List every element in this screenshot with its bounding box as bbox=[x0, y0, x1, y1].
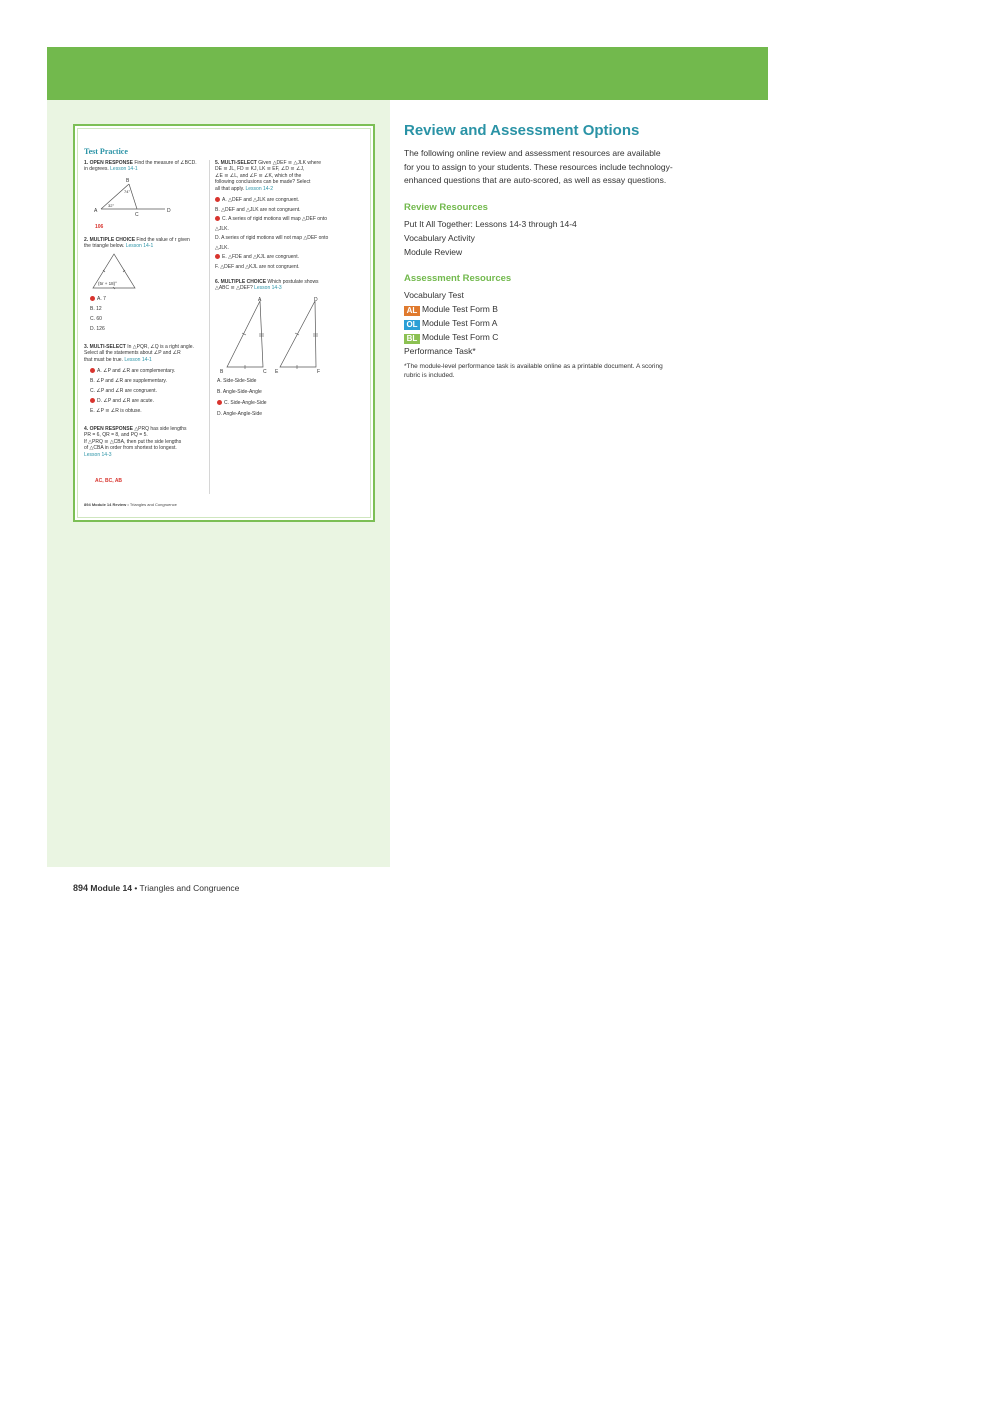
panel-title: Review and Assessment Options bbox=[404, 122, 640, 139]
q6-number: 6. bbox=[215, 279, 220, 285]
q3-text2: Select all the statements about ∠P and ∠R bbox=[84, 350, 181, 357]
question-4 bbox=[84, 426, 208, 458]
q5-text2: DE ≅ JL, FD ≅ KJ, LK ≅ EF, ∠D ≅ ∠J, bbox=[215, 166, 305, 173]
q5-options bbox=[215, 196, 333, 272]
correct-mark bbox=[217, 400, 222, 405]
correct-mark bbox=[90, 296, 95, 301]
q1-figure bbox=[93, 176, 173, 216]
q6-option-a: A. Side-Side-Side bbox=[217, 378, 257, 384]
q3-option-d: D. ∠P and ∠R are acute. bbox=[90, 396, 208, 406]
q3-option-b: B. ∠P and ∠R are supplementary. bbox=[90, 378, 167, 384]
q6-figure bbox=[215, 296, 325, 376]
badge-ol: OL bbox=[404, 320, 420, 330]
question-5 bbox=[215, 160, 333, 192]
q3-text3: that must be true. bbox=[84, 356, 123, 363]
q6-label-f: F bbox=[317, 369, 321, 375]
q2-option-a: A. 7 bbox=[90, 294, 200, 304]
q6-text: Which postulate shows bbox=[267, 279, 319, 285]
q1-answer: 106 bbox=[95, 224, 104, 230]
note-line: rubric is included. bbox=[404, 371, 455, 379]
intro-line: The following online review and assessment resources are available bbox=[404, 148, 661, 158]
note-line: *The module-level performance task is available online as a printable document. A scoring bbox=[404, 362, 663, 370]
q6-option-c: C. Side-Angle-Side bbox=[217, 398, 333, 409]
q1-label-a: A bbox=[94, 208, 98, 214]
q2-text: Find the value of r given bbox=[136, 237, 190, 243]
assessment-item-label: Module Test Form A bbox=[422, 317, 498, 328]
q6-options bbox=[217, 376, 333, 420]
q6-lesson: Lesson 14-3 bbox=[254, 285, 282, 292]
review-item-put-it-all-together[interactable]: Put It All Together: Lessons 14-3 through 14-4 bbox=[404, 218, 577, 229]
student-page-module: Module 14 Review bbox=[91, 502, 127, 507]
performance-task-note bbox=[404, 362, 714, 380]
q4-text3: If △PRQ ≅ △CBA, then put the side lengths bbox=[84, 438, 182, 445]
correct-mark bbox=[215, 254, 220, 259]
q1-number: 1. bbox=[84, 160, 89, 166]
q5-option-d: D. A series of rigid motions will not map △DEF onto △JLK. bbox=[215, 235, 329, 251]
student-page-number: 894 bbox=[84, 502, 91, 507]
badge-al: AL bbox=[404, 306, 420, 316]
q6-type: MULTIPLE CHOICE bbox=[220, 279, 267, 285]
review-resources-heading: Review Resources bbox=[404, 201, 488, 213]
q4-answer: AC, BC, AB bbox=[95, 478, 123, 484]
q5-option-b: B. △DEF and △JLK are not congruent. bbox=[215, 206, 301, 213]
column-divider bbox=[209, 160, 210, 494]
q5-option-e: E. △FDE and △KJL are congruent. bbox=[215, 253, 333, 263]
q6-triangle-abc bbox=[227, 301, 263, 367]
review-resources bbox=[404, 202, 714, 259]
correct-mark bbox=[215, 197, 220, 202]
q5-text: Given △DEF ≅ △JLK where bbox=[258, 160, 321, 166]
question-2 bbox=[84, 237, 206, 250]
page-number: 894 bbox=[73, 883, 89, 893]
q1-lesson: Lesson 14-1 bbox=[110, 166, 138, 173]
assessment-resources-heading: Assessment Resources bbox=[404, 272, 512, 284]
q1-label-c: C bbox=[135, 212, 139, 216]
q2-options bbox=[90, 294, 200, 334]
panel-intro bbox=[404, 147, 714, 188]
header-band bbox=[47, 47, 768, 100]
q5-option-a: A. △DEF and △JLK are congruent. bbox=[215, 196, 333, 206]
assessment-resources bbox=[404, 273, 714, 380]
q5-lesson: Lesson 14-2 bbox=[245, 185, 274, 192]
q4-lesson: Lesson 14-3 bbox=[84, 451, 112, 458]
footer-module: Module 14 bbox=[90, 883, 132, 893]
intro-line: enhanced questions that are auto-scored, as well as essay questions. bbox=[404, 175, 667, 185]
q5-number: 5. bbox=[215, 160, 220, 166]
q3-lesson: Lesson 14-1 bbox=[124, 356, 152, 363]
q6-triangle-def bbox=[280, 301, 316, 367]
q2-angle-expression: (5r + 18)° bbox=[98, 281, 117, 286]
assessment-item-label: Vocabulary Test bbox=[404, 289, 464, 300]
q5-option-f: F. △DEF and △KJL are not congruent. bbox=[215, 263, 300, 270]
correct-mark bbox=[215, 216, 220, 221]
badge-bl: BL bbox=[404, 334, 420, 344]
q1-text2: in degrees. bbox=[84, 166, 109, 173]
correct-mark bbox=[90, 398, 95, 403]
q2-text2: the triangle below. bbox=[84, 243, 125, 250]
assessment-item-label: Module Test Form B bbox=[422, 303, 498, 314]
q2-number: 2. bbox=[84, 237, 89, 243]
test-practice-title: Test Practice bbox=[84, 147, 128, 156]
q2-type: MULTIPLE CHOICE bbox=[89, 237, 136, 243]
assessment-item-module-test-form-a[interactable] bbox=[404, 316, 714, 330]
footer-separator: • bbox=[134, 883, 138, 893]
question-1 bbox=[84, 160, 206, 173]
student-page-footer: 894 Module 14 Review • Triangles and Congruence bbox=[84, 502, 177, 507]
q5-text3: ∠E ≅ ∠L, and ∠F ≅ ∠K, which of the bbox=[215, 172, 302, 179]
q6-label-c: C bbox=[263, 369, 267, 375]
q5-option-c: C. A series of rigid motions will map △DEF onto △JLK. bbox=[215, 216, 327, 232]
q2-option-c: C. 60 bbox=[90, 316, 102, 322]
q1-label-b: B bbox=[126, 178, 130, 184]
q4-text2: PR = 6, QR = 8, and PQ = 5. bbox=[84, 432, 148, 439]
q1-type: OPEN RESPONSE bbox=[89, 160, 133, 166]
assessment-item-module-test-form-b[interactable] bbox=[404, 302, 714, 316]
q6-label-e: E bbox=[275, 369, 279, 375]
q5-text4: following conclusions can be made? Select bbox=[215, 179, 311, 186]
q1-angle-b: 74° bbox=[124, 189, 131, 194]
student-page-footer-title: Triangles and Congruence bbox=[129, 502, 177, 507]
q4-number: 4. bbox=[84, 426, 89, 432]
q3-option-e: E. ∠P ≅ ∠R is obtuse. bbox=[90, 408, 142, 414]
q6-label-d: D bbox=[314, 297, 318, 303]
q1-angle-a: 32° bbox=[108, 203, 115, 208]
assessment-item-label: Performance Task* bbox=[404, 345, 476, 356]
q1-line-bc bbox=[129, 184, 137, 209]
q3-options bbox=[90, 366, 208, 416]
correct-mark bbox=[90, 368, 95, 373]
review-item-module-review[interactable]: Module Review bbox=[404, 246, 463, 257]
assessment-item-vocabulary-test[interactable] bbox=[404, 288, 714, 302]
review-assessment-panel bbox=[404, 122, 714, 380]
intro-line: for you to assign to your students. These resources include technology- bbox=[404, 161, 673, 172]
q4-text: △PRQ has side lengths bbox=[134, 426, 187, 432]
q2-option-d: D. 126 bbox=[90, 326, 105, 332]
page-footer bbox=[73, 883, 239, 893]
q5-text5: all that apply. bbox=[215, 185, 245, 192]
student-page-thumbnail bbox=[73, 124, 375, 522]
q3-number: 3. bbox=[84, 344, 89, 350]
q3-option-a: A. ∠P and ∠R are complementary. bbox=[90, 366, 208, 376]
q4-type: OPEN RESPONSE bbox=[89, 426, 133, 432]
footer-title: Triangles and Congruence bbox=[139, 883, 240, 893]
q6-text2: △ABC ≅ △DEF? bbox=[215, 285, 253, 292]
q1-text: Find the measure of ∠BCD. bbox=[134, 160, 197, 166]
q3-text: In △PQR, ∠Q is a right angle. bbox=[127, 344, 194, 350]
q2-option-b: B. 12 bbox=[90, 306, 102, 312]
q2-figure bbox=[89, 251, 139, 291]
q6-option-b: B. Angle-Side-Angle bbox=[217, 389, 262, 395]
q3-type: MULTI-SELECT bbox=[89, 344, 126, 350]
q5-type: MULTI-SELECT bbox=[220, 160, 257, 166]
q4-text4: of △CBA in order from shortest to longest. bbox=[84, 445, 177, 452]
q3-option-c: C. ∠P and ∠R are congruent. bbox=[90, 388, 157, 394]
q6-label-a: A bbox=[258, 297, 262, 303]
q1-label-d: D bbox=[167, 208, 171, 214]
q2-lesson: Lesson 14-1 bbox=[125, 243, 154, 250]
question-6 bbox=[215, 279, 333, 292]
q6-label-b: B bbox=[220, 369, 224, 375]
q6-option-d: D. Angle-Angle-Side bbox=[217, 411, 263, 417]
assessment-item-module-test-form-c[interactable] bbox=[404, 330, 714, 344]
assessment-item-label: Module Test Form C bbox=[422, 331, 499, 342]
q1-line-ab bbox=[101, 184, 129, 209]
assessment-item-performance-task[interactable] bbox=[404, 344, 714, 358]
review-item-vocabulary-activity[interactable]: Vocabulary Activity bbox=[404, 232, 475, 243]
question-3 bbox=[84, 344, 206, 363]
